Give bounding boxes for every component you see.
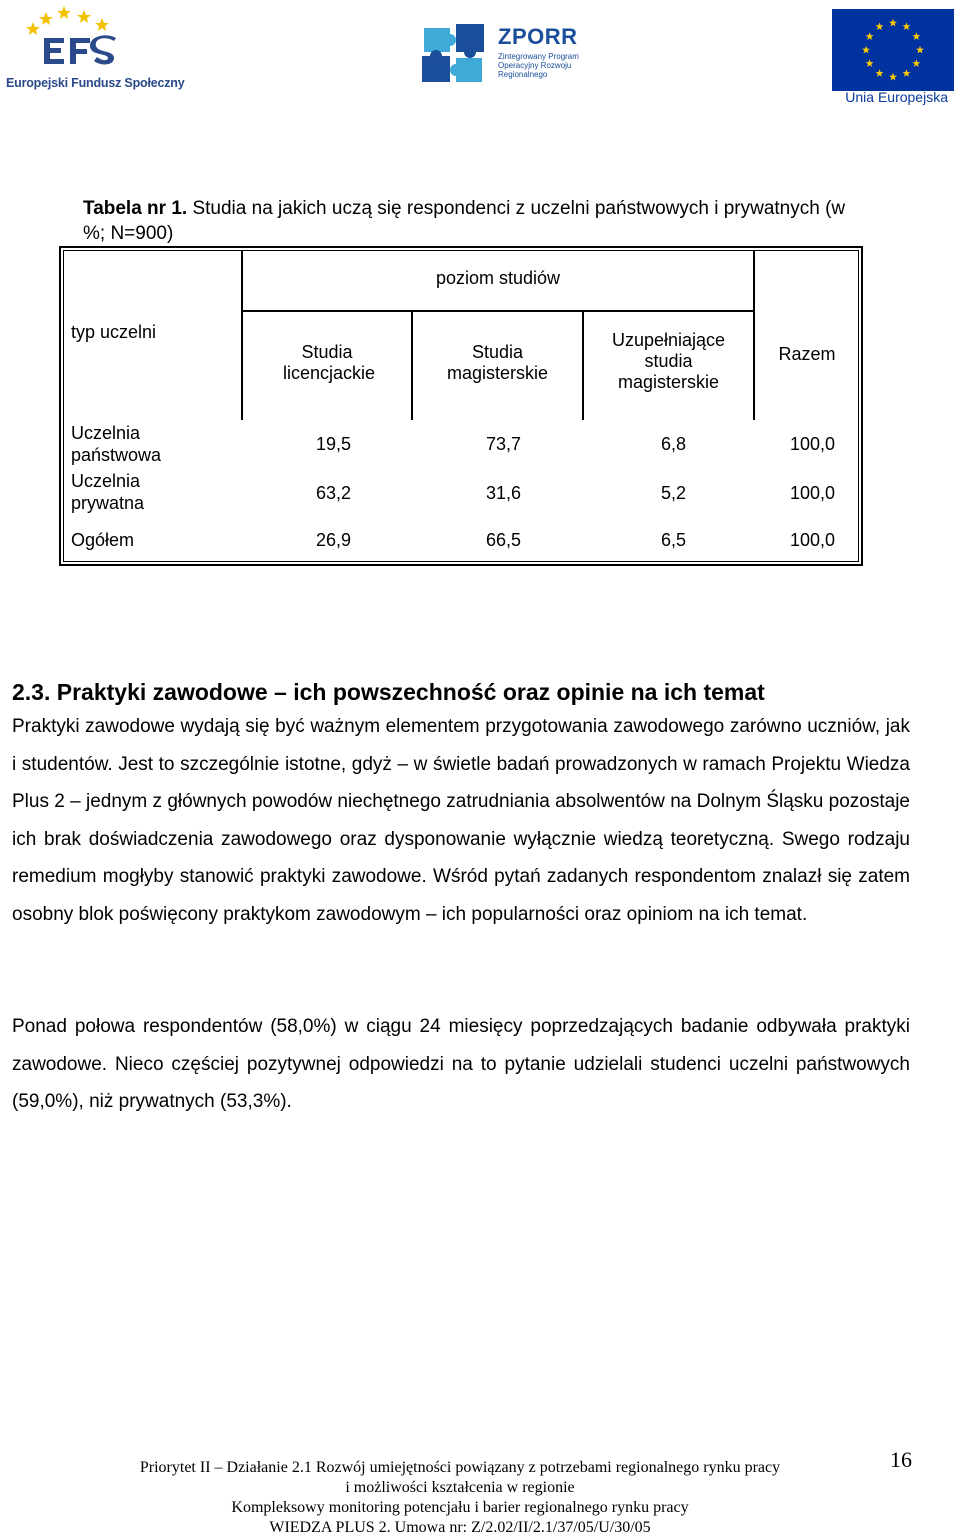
row-label: Uczelnia prywatna bbox=[71, 471, 145, 513]
efs-logo bbox=[6, 4, 185, 96]
column-header-3: Uzupełniające studia magisterskie bbox=[611, 330, 726, 392]
table-cell: 100,0 bbox=[789, 530, 835, 550]
table-cell: 5,2 bbox=[660, 483, 686, 503]
footer-line: i możliwości kształcenia w regionie bbox=[345, 1479, 575, 1496]
table-cell: 19,5 bbox=[315, 434, 351, 454]
page-footer bbox=[60, 1458, 860, 1538]
table-caption bbox=[83, 196, 863, 246]
data-table bbox=[59, 246, 863, 566]
table-caption-text: Studia na jakich uczą się respondenci z uczelni państwowych i prywatnych (w %; N=900) bbox=[83, 198, 846, 244]
body-paragraph: Ponad połowa respondentów (58,0%) w ciągu 24 miesięcy poprzedzających badanie odbywała praktyki zawodowe. Nieco częściej pozytywnej odpowiedzi na to pytanie udzielali studenci uczelni państwowych (59,0%), niż prywatnych (53,3%). bbox=[12, 1016, 910, 1113]
footer-line: Priorytet II – Działanie 2.1 Rozwój umiejętności powiązany z potrzebami regionalnego rynku pracy bbox=[139, 1459, 781, 1476]
zporr-title: ZPORR bbox=[498, 24, 578, 49]
efs-emblem-icon bbox=[6, 4, 176, 76]
eu-logo bbox=[832, 9, 954, 107]
table-cell: 100,0 bbox=[789, 434, 835, 454]
footer-line: Kompleksowy monitoring potencjału i barier regionalnego rynku pracy bbox=[231, 1499, 689, 1516]
puzzle-icon bbox=[418, 20, 492, 86]
table-cell: 26,9 bbox=[315, 530, 351, 550]
footer-line: WIEDZA PLUS 2. Umowa nr: Z/2.02/II/2.1/37/05/U/30/05 bbox=[269, 1519, 651, 1536]
table-cell: 73,7 bbox=[485, 434, 521, 454]
table-cell: 63,2 bbox=[315, 483, 351, 503]
column-header-4: Razem bbox=[778, 344, 836, 364]
group-header: poziom studiów bbox=[435, 268, 561, 288]
column-header-1: Studia licencjackie bbox=[283, 342, 376, 383]
table-cell: 31,6 bbox=[485, 483, 521, 503]
zporr-subtitle: Zintegrowany Program Operacyjny Rozwoju Regionalnego bbox=[498, 52, 579, 79]
table-cell: 6,8 bbox=[660, 434, 686, 454]
body-paragraph: Praktyki zawodowe wydają się być ważnym elementem przygotowania zawodowego zarówno uczniów, jak i studentów. Jest to szczególnie istotne, gdyż – w świetle badań prowadzonych w ramach Projektu Wiedza Plus 2 – jednym z głównych powodów niechętnego zatrudniania absolwentów na Dolnym Śląsku pozostaje ich brak doświadczenia zawodowego oraz dysponowanie wyłącznie wiedzą teoretyczną. Swego rodzaju remedium mogłyby stanowić praktyki zawodowe. Wśród pytań zadanych respondentom znalazł się zatem osobny blok poświęcony praktykom zawodowym – ich popularności oraz opiniom na ich temat. bbox=[12, 716, 910, 925]
column-header-2: Studia magisterskie bbox=[446, 342, 549, 383]
zporr-logo bbox=[418, 20, 588, 90]
table-cell: 100,0 bbox=[789, 483, 835, 503]
table-cell: 6,5 bbox=[660, 530, 686, 550]
row-header-label: typ uczelni bbox=[71, 322, 157, 342]
row-label: Ogółem bbox=[71, 530, 135, 550]
section-heading: 2.3. Praktyki zawodowe – ich powszechność oraz opinie na ich temat bbox=[12, 679, 765, 705]
efs-caption: Europejski Fundusz Społeczny bbox=[6, 76, 185, 90]
table-caption-label: Tabela nr 1. bbox=[83, 198, 188, 219]
table-cell: 66,5 bbox=[485, 530, 521, 550]
eu-flag-icon bbox=[832, 9, 954, 91]
page-number: 16 bbox=[890, 1447, 912, 1472]
eu-caption: Unia Europejska bbox=[845, 89, 948, 105]
row-label: Uczelnia państwowa bbox=[71, 423, 162, 465]
